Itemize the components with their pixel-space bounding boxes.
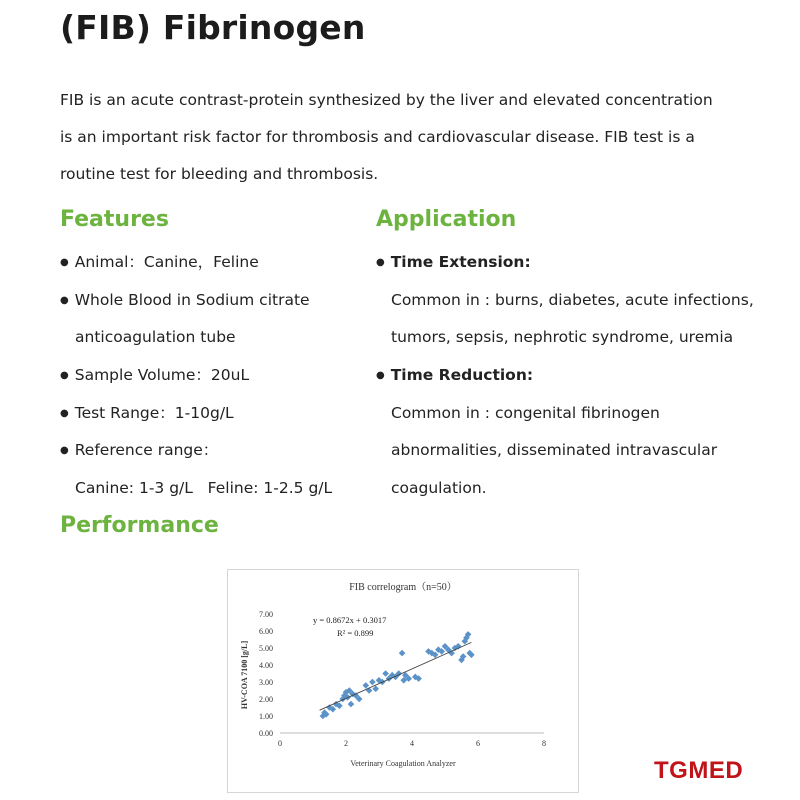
application-reduction-text: abnormalities, disseminated intravascular <box>391 441 718 460</box>
chart-x-tick-label: 8 <box>542 739 546 748</box>
chart-x-tick-label: 0 <box>278 739 282 748</box>
chart-data-point <box>382 670 389 677</box>
intro-line: is an important risk factor for thrombosis and cardiovascular disease. FIB test is a <box>60 128 695 146</box>
intro-line: FIB is an acute contrast-protein synthesized by the liver and elevated concentration <box>60 91 713 109</box>
application-extension-text: tumors, sepsis, nephrotic syndrome, uremia <box>391 328 734 347</box>
brand-logo: TGMED <box>654 757 744 784</box>
application-reduction-text: Common in : congenital fibrinogen <box>391 403 660 422</box>
feature-sample-volume: ● Sample Volume：20uL <box>60 357 370 395</box>
chart-x-label: Veterinary Coagulation Analyzer <box>350 759 456 768</box>
chart-data-point <box>348 701 355 708</box>
correlogram-svg <box>228 570 578 792</box>
application-reduction-label: ● Time Reduction: <box>376 357 786 395</box>
performance-heading: Performance <box>60 513 219 538</box>
feature-sample-type-cont: anticoagulation tube <box>75 328 236 347</box>
feature-animal: ● Animal：Canine，Feline <box>60 244 370 282</box>
chart-y-tick-label: 0.00 <box>259 729 273 738</box>
chart-trendline <box>320 642 472 710</box>
features-heading: Features <box>60 207 169 232</box>
chart-data-point <box>363 682 370 689</box>
intro-paragraph <box>60 82 760 193</box>
chart-x-tick-label: 2 <box>344 739 348 748</box>
chart-title: FIB correlogram（n=50） <box>349 582 457 593</box>
intro-line: routine test for bleeding and thrombosis. <box>60 165 379 183</box>
chart-r-squared: R² = 0.899 <box>337 628 374 638</box>
page-title: (FIB) Fibrinogen <box>60 8 366 47</box>
chart-y-tick-label: 1.00 <box>259 712 273 721</box>
application-heading: Application <box>376 207 517 232</box>
chart-data-point <box>399 650 406 657</box>
feature-reference-values: Canine: 1-3 g/L Feline: 1-2.5 g/L <box>75 479 333 498</box>
features-list <box>60 244 370 508</box>
chart-y-label: HV-COA 7100 [g/L] <box>240 640 249 710</box>
application-list <box>376 244 786 508</box>
correlogram-chart <box>227 569 579 793</box>
feature-test-range: ● Test Range：1-10g/L <box>60 395 370 433</box>
feature-reference-label: ● Reference range： <box>60 432 370 470</box>
application-extension-text: Common in : burns, diabetes, acute infections, <box>391 290 754 309</box>
chart-y-tick-label: 4.00 <box>259 661 273 670</box>
chart-data-point <box>369 679 376 686</box>
chart-y-tick-label: 3.00 <box>259 678 273 687</box>
chart-equation: y = 0.8672x + 0.3017 <box>313 615 387 625</box>
application-reduction-text: coagulation. <box>391 479 487 498</box>
feature-sample-type: ● Whole Blood in Sodium citrate <box>60 282 370 320</box>
chart-x-tick-label: 6 <box>476 739 480 748</box>
chart-y-tick-label: 2.00 <box>259 695 273 704</box>
chart-y-tick-label: 5.00 <box>259 644 273 653</box>
chart-x-tick-label: 4 <box>410 739 414 748</box>
chart-y-tick-label: 6.00 <box>259 627 273 636</box>
application-extension-label: ● Time Extension: <box>376 244 786 282</box>
chart-y-tick-label: 7.00 <box>259 610 273 619</box>
